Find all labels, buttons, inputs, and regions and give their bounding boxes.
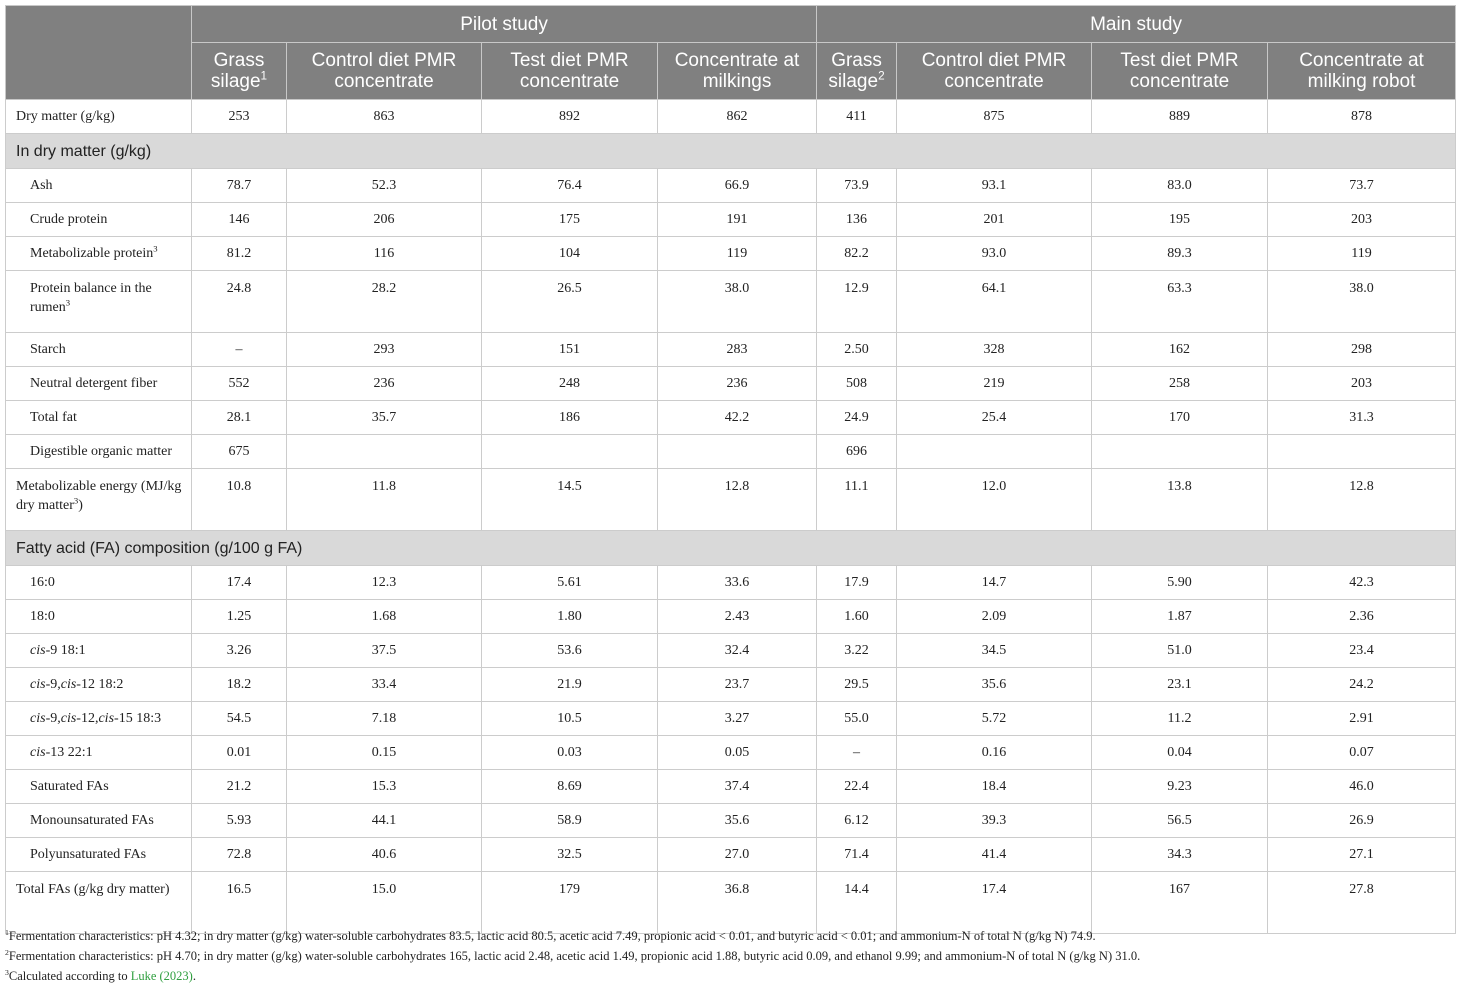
column-header [192,43,287,100]
table-cell: 17.4 [192,566,287,600]
table-cell: 12.8 [658,469,817,531]
table-cell: 170 [1092,401,1268,435]
table-cell: 58.9 [482,804,658,838]
table-cell: 298 [1268,333,1456,367]
table-cell: 2.09 [897,600,1092,634]
row-label [6,333,192,367]
table-row [6,804,1456,838]
row-label-text: Metabolizable protein [30,246,154,261]
table-cell: 24.8 [192,271,287,333]
row-label [6,872,192,934]
table-row [6,736,1456,770]
table-cell: 3.27 [658,702,817,736]
row-label-text: Dry matter (g/kg) [16,109,115,124]
table-cell: 10.5 [482,702,658,736]
column-header [1268,43,1456,100]
table-row [6,367,1456,401]
table-cell: 15.0 [287,872,482,934]
table-cell: 2.43 [658,600,817,634]
table-cell: – [817,736,897,770]
table-cell: 18.2 [192,668,287,702]
row-label [6,668,192,702]
table-cell: 10.8 [192,469,287,531]
section-row [6,134,1456,169]
table-cell: 26.5 [482,271,658,333]
table-cell: 146 [192,203,287,237]
table-cell: 15.3 [287,770,482,804]
row-label [6,770,192,804]
table-cell: 53.6 [482,634,658,668]
row-label-text: Polyunsaturated FAs [30,847,147,862]
table-cell [1268,435,1456,469]
row-label-text: Neutral detergent fiber [30,376,158,391]
table-cell: 14.7 [897,566,1092,600]
table-row [6,872,1456,934]
table-cell: 328 [897,333,1092,367]
table-cell: 248 [482,367,658,401]
table-cell: 862 [658,100,817,134]
table-cell: 21.2 [192,770,287,804]
table-cell: 17.4 [897,872,1092,934]
row-label-text: Ash [30,178,53,193]
table-cell [658,435,817,469]
table-cell: 236 [287,367,482,401]
table-row [6,668,1456,702]
table-row [6,237,1456,271]
reference-link[interactable]: Luke (2023) [130,969,193,983]
table-cell [482,435,658,469]
column-header [1092,43,1268,100]
table-cell: 552 [192,367,287,401]
table-cell: 82.2 [817,237,897,271]
column-header-label: Grass silage [210,50,265,92]
table-cell: 195 [1092,203,1268,237]
table-cell: 46.0 [1268,770,1456,804]
table-cell: 12.3 [287,566,482,600]
table-cell: 116 [287,237,482,271]
table-cell [1092,435,1268,469]
table-cell: 35.6 [658,804,817,838]
row-label [6,401,192,435]
table-row [6,100,1456,134]
table-cell: 2.50 [817,333,897,367]
table-cell: 37.4 [658,770,817,804]
table-cell: 81.2 [192,237,287,271]
table-cell: 78.7 [192,169,287,203]
table-cell: 21.9 [482,668,658,702]
row-label-text: ) [78,498,83,513]
table-cell: 0.07 [1268,736,1456,770]
table-cell: 73.9 [817,169,897,203]
table-cell: 33.6 [658,566,817,600]
section-row [6,531,1456,566]
footnote [5,946,1455,966]
table-cell: 38.0 [658,271,817,333]
footnote-number: 2 [5,947,9,957]
table-cell: 22.4 [817,770,897,804]
table-cell: 5.93 [192,804,287,838]
table-row [6,401,1456,435]
column-header [482,43,658,100]
footnote-text: Fermentation characteristics: pH 4.32; in dry matter (g/kg) water-soluble carbohydrates 83.5, lactic acid 80.5, acetic acid 7.49, propionic acid < 0.01, and butyric acid < 0.01; and ammonium-N of total N (g/kg N) 74.9. [8,929,1096,943]
table-row [6,634,1456,668]
row-label [6,237,192,271]
column-header [897,43,1092,100]
row-label-text: -9, [45,677,61,692]
table-cell: 1.87 [1092,600,1268,634]
table-row [6,770,1456,804]
table-cell: 23.4 [1268,634,1456,668]
table-cell: 24.9 [817,401,897,435]
table-cell: 2.36 [1268,600,1456,634]
table-cell: 18.4 [897,770,1092,804]
table-cell: 206 [287,203,482,237]
table-container [5,5,1455,934]
row-label [6,271,192,333]
row-label [6,600,192,634]
table-cell: 16.5 [192,872,287,934]
table-cell: 0.15 [287,736,482,770]
table-cell: 66.9 [658,169,817,203]
table-cell: 41.4 [897,838,1092,872]
table-cell: 26.9 [1268,804,1456,838]
row-label [6,702,192,736]
footnote-marker: 1 [260,69,268,83]
table-cell: 104 [482,237,658,271]
row-label-text: cis [98,711,115,726]
table-cell: 29.5 [817,668,897,702]
table-cell: 28.2 [287,271,482,333]
table-cell: 696 [817,435,897,469]
table-row [6,333,1456,367]
table-cell: 24.2 [1268,668,1456,702]
table-cell: 42.2 [658,401,817,435]
table-cell: 5.61 [482,566,658,600]
table-cell: – [192,333,287,367]
section-title: In dry matter (g/kg) [6,134,1456,169]
table-cell: 36.8 [658,872,817,934]
column-header-label: Test diet PMR concentrate [510,50,629,92]
footnote-number: 3 [5,967,9,977]
table-cell: 14.5 [482,469,658,531]
table-cell: 201 [897,203,1092,237]
row-label-text: Starch [30,342,66,357]
table-cell: 0.04 [1092,736,1268,770]
row-label-text: Monounsaturated FAs [30,813,154,828]
group-header-pilot: Pilot study [192,6,817,43]
table-row [6,702,1456,736]
table-cell: 167 [1092,872,1268,934]
row-label-text: -9 18:1 [45,643,86,658]
table-cell: 5.90 [1092,566,1268,600]
table-cell: 151 [482,333,658,367]
table-cell: 0.01 [192,736,287,770]
table-cell: 27.1 [1268,838,1456,872]
table-row [6,838,1456,872]
table-cell: 0.16 [897,736,1092,770]
table-cell: 32.5 [482,838,658,872]
row-label-text: Digestible organic matter [30,444,173,459]
table-cell: 93.1 [897,169,1092,203]
table-cell: 162 [1092,333,1268,367]
column-header-label: Test diet PMR concentrate [1120,50,1239,92]
column-header [817,43,897,100]
row-label-text: Total fat [30,410,77,425]
row-label-text: Crude protein [30,212,108,227]
table-cell: 863 [287,100,482,134]
table-cell: 12.0 [897,469,1092,531]
table-row [6,203,1456,237]
table-cell: 11.1 [817,469,897,531]
table-cell: 2.91 [1268,702,1456,736]
table-cell: 23.1 [1092,668,1268,702]
table-cell: 11.8 [287,469,482,531]
table-cell: 9.23 [1092,770,1268,804]
table-cell: 258 [1092,367,1268,401]
table-cell: 0.03 [482,736,658,770]
table-cell: 25.4 [897,401,1092,435]
row-label [6,838,192,872]
table-cell: 54.5 [192,702,287,736]
column-header [287,43,482,100]
footnotes [5,926,1455,986]
row-label-text: cis [30,643,46,658]
row-label-text: Saturated FAs [30,779,109,794]
column-header-label: Control diet PMR concentrate [921,50,1067,92]
table-cell: 73.7 [1268,169,1456,203]
footnote [5,966,1455,986]
table-cell: 1.25 [192,600,287,634]
table-cell: 17.9 [817,566,897,600]
footnote-marker: 3 [153,243,158,254]
table-cell: 878 [1268,100,1456,134]
table-cell: 23.7 [658,668,817,702]
table-cell: 1.60 [817,600,897,634]
group-header-main: Main study [817,6,1456,43]
table-cell: 71.4 [817,838,897,872]
row-label-text: Protein balance in the rumen [30,281,152,315]
row-label [6,367,192,401]
table-cell: 35.7 [287,401,482,435]
row-label-text: cis [60,677,77,692]
table-row [6,600,1456,634]
section-title: Fatty acid (FA) composition (g/100 g FA) [6,531,1456,566]
table-cell: 3.26 [192,634,287,668]
table-row [6,566,1456,600]
table-cell: 72.8 [192,838,287,872]
row-label-text: -13 22:1 [45,745,93,760]
table-cell: 40.6 [287,838,482,872]
row-label-text: Metabolizable energy (MJ/kg dry matter [16,479,182,513]
row-label [6,736,192,770]
table-cell: 175 [482,203,658,237]
table-cell: 0.05 [658,736,817,770]
table-cell: 39.3 [897,804,1092,838]
row-label [6,100,192,134]
footnote-marker: 2 [878,69,885,83]
row-label-text: 18:0 [30,609,55,624]
table-cell: 27.8 [1268,872,1456,934]
table-cell: 28.1 [192,401,287,435]
column-header-label: Control diet PMR concentrate [311,50,457,92]
column-header-label: Concentrate at milking robot [1299,50,1424,92]
row-label [6,804,192,838]
table-cell: 675 [192,435,287,469]
table-cell: 64.1 [897,271,1092,333]
table-cell: 83.0 [1092,169,1268,203]
row-label [6,469,192,531]
table-cell: 203 [1268,203,1456,237]
row-label-text: cis [60,711,77,726]
table-cell: 179 [482,872,658,934]
table-cell: 56.5 [1092,804,1268,838]
table-cell: 6.12 [817,804,897,838]
table-cell: 52.3 [287,169,482,203]
table-cell: 33.4 [287,668,482,702]
table-cell: 203 [1268,367,1456,401]
row-label-text: -12, [76,711,99,726]
table-cell: 76.4 [482,169,658,203]
footnote [5,926,1455,946]
table-cell: 219 [897,367,1092,401]
table-cell: 136 [817,203,897,237]
table-cell: 8.69 [482,770,658,804]
column-header-label: Concentrate at milkings [674,50,800,92]
table-cell: 411 [817,100,897,134]
table-cell: 13.8 [1092,469,1268,531]
table-cell: 119 [658,237,817,271]
row-label [6,566,192,600]
table-cell: 35.6 [897,668,1092,702]
table-row [6,271,1456,333]
corner-header-cell [6,6,192,100]
table-cell: 27.0 [658,838,817,872]
table-cell: 38.0 [1268,271,1456,333]
row-label [6,169,192,203]
table-cell [287,435,482,469]
table-cell: 93.0 [897,237,1092,271]
table-cell: 12.8 [1268,469,1456,531]
table-cell: 186 [482,401,658,435]
table-cell: 283 [658,333,817,367]
row-label-text: cis [30,745,46,760]
row-label-text: -9, [45,711,61,726]
row-label [6,634,192,668]
table-cell: 31.3 [1268,401,1456,435]
table-cell: 7.18 [287,702,482,736]
table-cell: 89.3 [1092,237,1268,271]
table-cell: 889 [1092,100,1268,134]
table-cell: 191 [658,203,817,237]
table-cell: 875 [897,100,1092,134]
feed-composition-table [5,5,1456,934]
table-cell: 236 [658,367,817,401]
row-label-text: cis [30,677,46,692]
table-cell: 11.2 [1092,702,1268,736]
row-label-text: -15 18:3 [114,711,162,726]
table-cell: 12.9 [817,271,897,333]
row-label-text: cis [30,711,46,726]
table-cell: 508 [817,367,897,401]
table-cell: 32.4 [658,634,817,668]
row-label [6,203,192,237]
table-cell: 63.3 [1092,271,1268,333]
table-cell [897,435,1092,469]
table-row [6,469,1456,531]
footnote-marker: 3 [65,297,71,308]
row-label [6,435,192,469]
table-cell: 293 [287,333,482,367]
footnote-text: . [192,969,196,983]
footnote-text: Calculated according to [8,969,131,983]
table-cell: 14.4 [817,872,897,934]
footnote-marker: 3 [73,495,79,506]
table-cell: 42.3 [1268,566,1456,600]
table-cell: 5.72 [897,702,1092,736]
table-cell: 253 [192,100,287,134]
column-header [658,43,817,100]
table-cell: 119 [1268,237,1456,271]
column-header-label: Grass silage [828,50,882,92]
row-label-text: Total FAs (g/kg dry matter) [16,882,170,897]
table-row [6,435,1456,469]
table-row [6,169,1456,203]
row-label-text: 16:0 [30,575,55,590]
table-cell: 34.3 [1092,838,1268,872]
table-cell: 55.0 [817,702,897,736]
table-cell: 1.68 [287,600,482,634]
row-label-text: -12 18:2 [76,677,124,692]
table-cell: 892 [482,100,658,134]
footnote-number: 1 [5,927,9,937]
table-cell: 34.5 [897,634,1092,668]
table-cell: 37.5 [287,634,482,668]
table-cell: 44.1 [287,804,482,838]
table-cell: 51.0 [1092,634,1268,668]
footnote-text: Fermentation characteristics: pH 4.70; in dry matter (g/kg) water-soluble carbohydrates 165, lactic acid 2.48, acetic acid 1.49, propionic acid 1.88, butyric acid 0.09, and ethanol 9.99; and ammonium-N of total N (g/kg N) 31.0. [8,949,1141,963]
table-cell: 3.22 [817,634,897,668]
table-cell: 1.80 [482,600,658,634]
